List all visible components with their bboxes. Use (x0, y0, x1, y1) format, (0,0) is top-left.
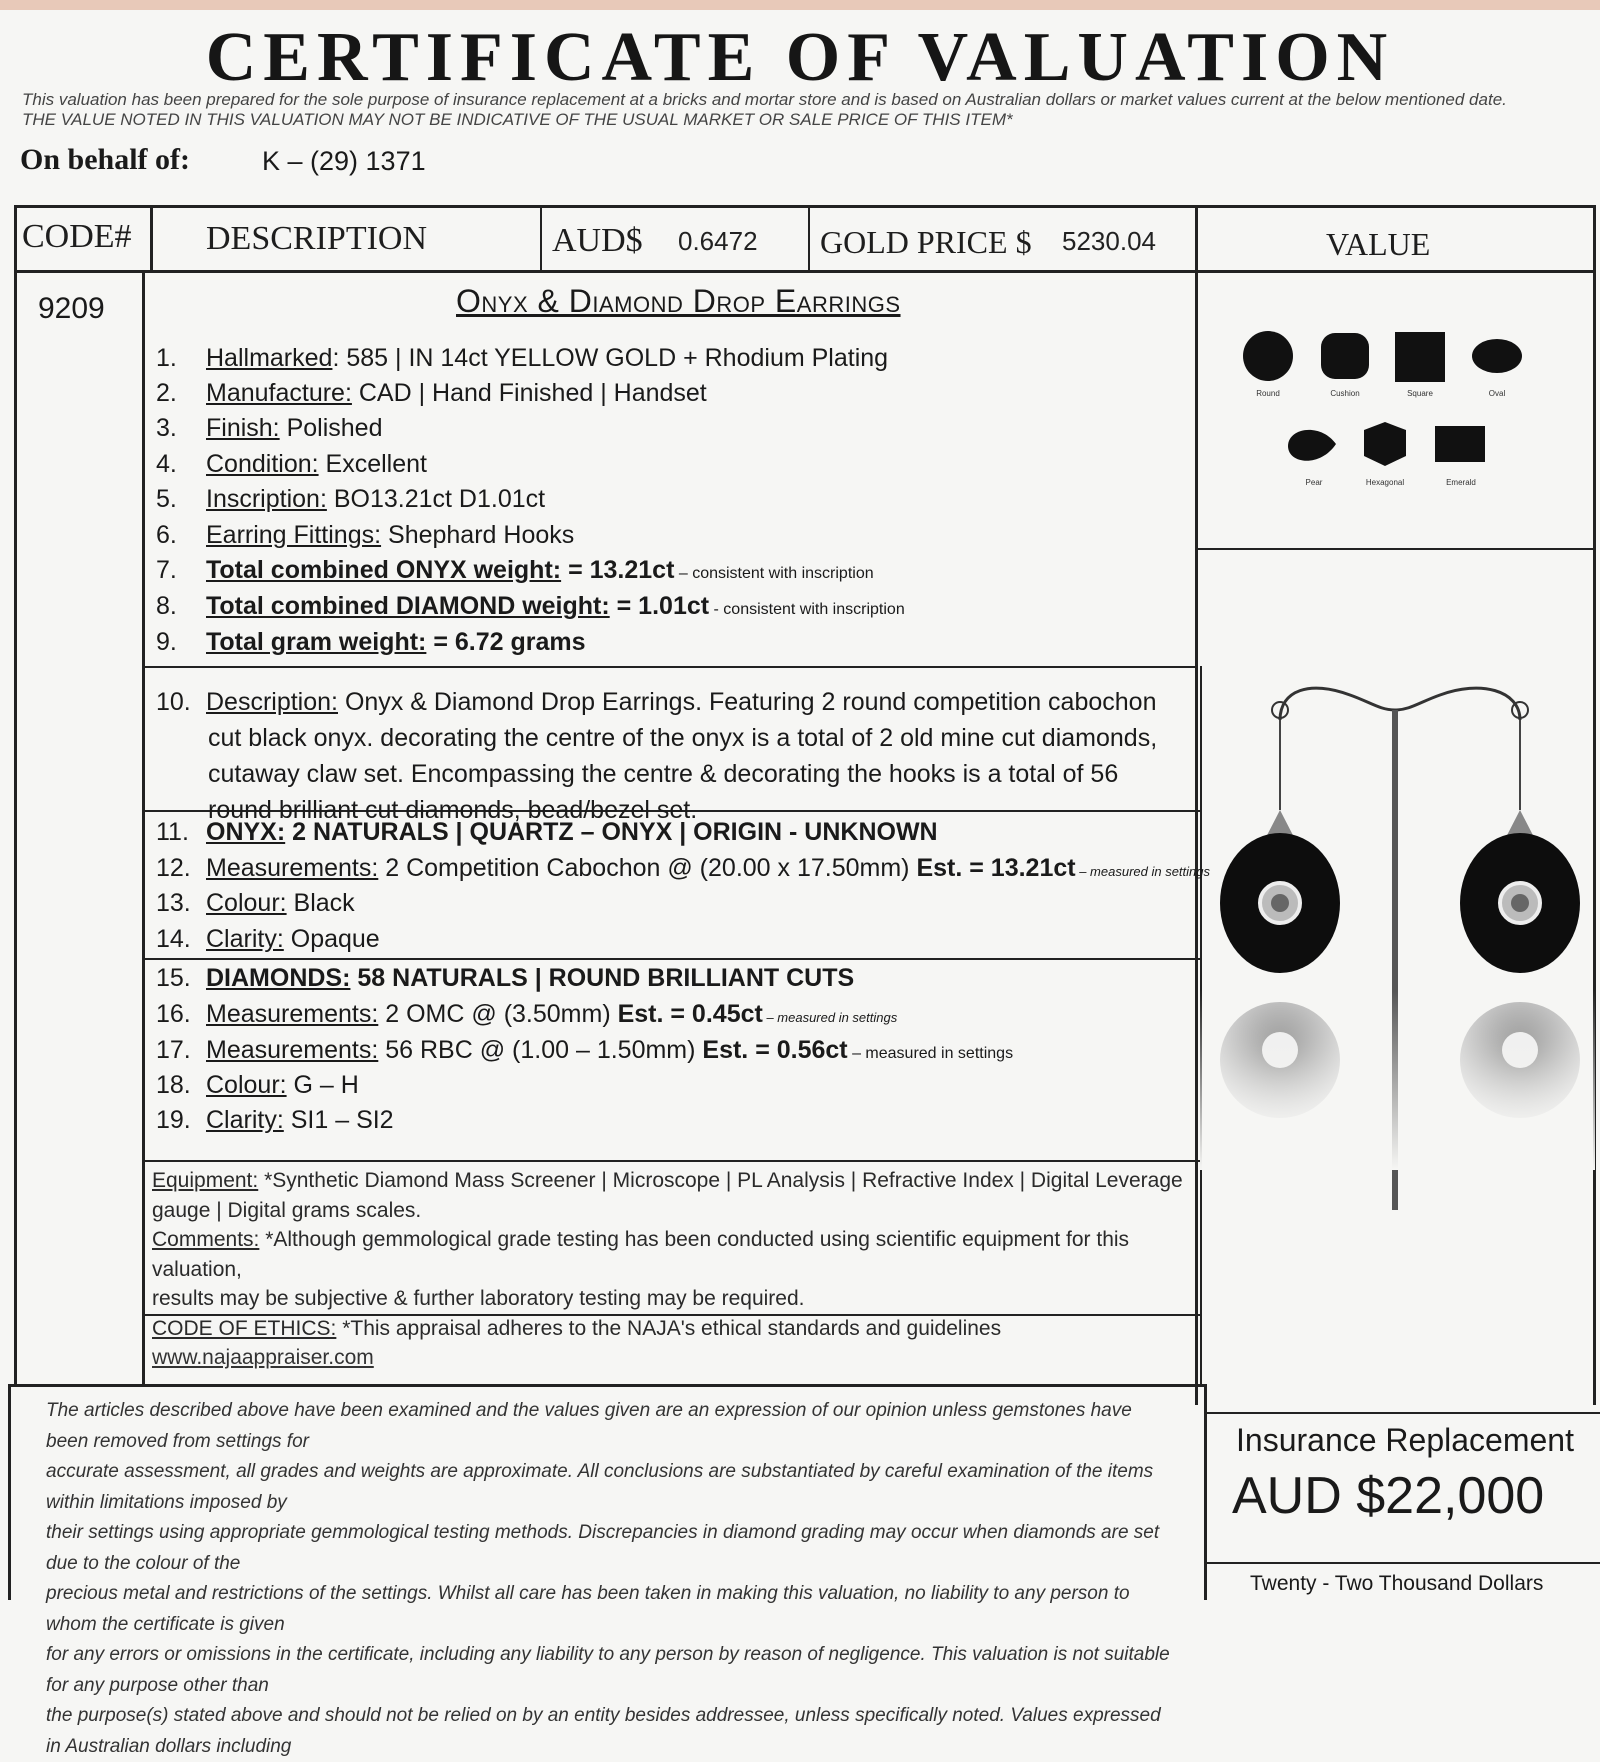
code-column-divider-lower (142, 270, 145, 1385)
shape-label-pear: Pear (1305, 478, 1323, 487)
disclaimer (22, 90, 1582, 130)
header-bottom-border (14, 270, 1596, 273)
section-divider-3 (145, 958, 1202, 960)
emerald-shape-icon (1435, 426, 1485, 462)
footer-left-border (8, 1384, 11, 1600)
notes-block (152, 1166, 1202, 1373)
comments-line: Comments: *Although gemmological grade testing has been conducted using scientific equipment for this valuation, (152, 1228, 1130, 1281)
on-behalf-value: K – (29) 1371 (262, 146, 426, 176)
description-block: 10. Description: Onyx & Diamond Drop Earrings. Featuring 2 round competition cabochon cut black onyx. decorating the centre of the onyx is a total of 2 old mine cut diamonds, cutaway claw set. Encompassing the centre & decorating the hooks is a total of 56 round brilliant cut diamonds, bead/bezel set. (156, 688, 1158, 824)
footer-top-border (8, 1384, 1206, 1387)
square-shape-icon (1395, 332, 1445, 382)
list-item: 3. Finish: Polished (156, 414, 383, 442)
pear-shape-icon (1288, 430, 1336, 461)
on-behalf-label: On behalf of: (20, 143, 191, 176)
header-aud-label: AUD$ (552, 222, 643, 259)
insurance-value: AUD $22,000 (1232, 1467, 1545, 1525)
oval-shape-icon (1472, 339, 1522, 373)
table-top-border (14, 205, 1596, 208)
round-shape-icon (1243, 331, 1293, 381)
earrings-photo (1200, 560, 1595, 1380)
list-item: 2. Manufacture: CAD | Hand Finished | Handset (156, 379, 707, 407)
list-item: 1. Hallmarked: 585 | IN 14ct YELLOW GOLD + Rhodium Plating (156, 344, 889, 372)
disclaimer-line-2: THE VALUE NOTED IN THIS VALUATION MAY NOT BE INDICATIVE OF THE USUAL MARKET OR SALE PRICE OF THIS ITEM* (22, 110, 1013, 129)
shape-label-hexagonal: Hexagonal (1365, 478, 1405, 487)
section-divider-4 (145, 1160, 1202, 1162)
list-item: 14. Clarity: Opaque (156, 925, 380, 953)
list-item: 16. Measurements: 2 OMC @ (3.50mm) Est. = 0.45ct – measured in settings (156, 1000, 898, 1028)
item-code: 9209 (38, 292, 105, 325)
gem-shapes-chart (1200, 320, 1595, 500)
disclaimer-line-1: This valuation has been prepared for the sole purpose of insurance replacement at a bricks and mortar store and is based on Australian dollars or market values current at the below mentioned date. (22, 90, 1507, 109)
naja-link[interactable]: www.najaappraiser.com (152, 1346, 374, 1369)
comments-line-2: results may be subjective & further laboratory testing may be required. (152, 1287, 805, 1310)
section-divider-1 (145, 666, 1198, 668)
header-description: DESCRIPTION (206, 220, 428, 257)
insurance-divider (1207, 1562, 1600, 1564)
list-item: 6. Earring Fittings: Shephard Hooks (156, 521, 575, 549)
shape-label-cushion: Cushion (1330, 389, 1360, 398)
list-item: 19. Clarity: SI1 – SI2 (156, 1106, 394, 1134)
header-gold-label: GOLD PRICE $ (820, 224, 1032, 260)
shapes-bottom-border (1197, 548, 1595, 550)
equipment-line-2: gauge | Digital grams scales. (152, 1198, 422, 1222)
list-item: 11. ONYX: 2 NATURALS | QUARTZ – ONYX | ORIGIN - UNKNOWN (156, 818, 938, 846)
header-code: CODE# (22, 218, 132, 255)
top-edge (0, 0, 1600, 10)
list-item: 9. Total gram weight: = 6.72 grams (156, 628, 586, 656)
footer-right-border (1204, 1384, 1207, 1600)
list-item: 7. Total combined ONYX weight: = 13.21ct – consistent with inscription (156, 556, 874, 584)
table-left-border (14, 205, 17, 1385)
list-item: 15. DIAMONDS: 58 NATURALS | ROUND BRILLIANT CUTS (156, 964, 855, 992)
list-item: 4. Condition: Excellent (156, 450, 427, 478)
header-gold-value: 5230.04 (1062, 226, 1156, 256)
shape-label-emerald: Emerald (1446, 478, 1476, 487)
list-item: 12. Measurements: 2 Competition Cabochon @ (20.00 x 17.50mm) Est. = 13.21ct – measured in settings (156, 854, 1210, 882)
product-title: Onyx & Diamond Drop Earrings (456, 283, 901, 319)
hexagonal-shape-icon (1364, 422, 1406, 466)
aud-divider (540, 205, 542, 270)
code-column-divider (150, 205, 153, 270)
cushion-shape-icon (1321, 333, 1369, 379)
list-item: 17. Measurements: 56 RBC @ (1.00 – 1.50mm) Est. = 0.56ct – measured in settings (156, 1036, 1014, 1064)
insurance-value-words: Twenty - Two Thousand Dollars (1250, 1572, 1544, 1595)
shape-label-round: Round (1256, 389, 1280, 398)
equipment-line: Equipment: *Synthetic Diamond Mass Screener | Microscope | PL Analysis | Refractive Index | Digital Leverage (152, 1169, 1183, 1192)
list-item: 8. Total combined DIAMOND weight: = 1.01ct - consistent with inscription (156, 592, 905, 620)
header-value: VALUE (1326, 226, 1431, 262)
shape-label-square: Square (1407, 389, 1433, 398)
certificate-title: CERTIFICATE OF VALUATION (205, 19, 1395, 96)
list-item: 18. Colour: G – H (156, 1071, 359, 1099)
header-aud-value: 0.6472 (678, 226, 758, 256)
ethics-line: CODE OF ETHICS: *This appraisal adheres to the NAJA's ethical standards and guidelines www.najaappraiser.com (152, 1316, 1002, 1369)
list-item: 13. Colour: Black (156, 889, 355, 917)
insurance-label: Insurance Replacement (1236, 1422, 1574, 1458)
insurance-top-border (1207, 1412, 1600, 1414)
footer-disclaimer: The articles described above have been examined and the values given are an expression of our opinion unless gemstones have been removed from settings for accurate assessment, all grades and weights are approximate. All conclusions are substantiated by careful examination of the items within limitations imposed by their settings using appropriate gemmological testing methods. Discrepancies in diamond grading may occur when diamonds are set due to the colour of the precious metal and restrictions of the settings. Whilst all care has been taken in making this valuation, no liability to any person to whom the certificate is given for any errors or omissions in the certificate, including any liability to any person by reason of negligence. This valuation is not suitable for any purpose other than the purpose(s) stated above and should not be relied on by an entity besides addressee, unless specifically noted. Values expressed in Australian dollars including (46, 1400, 1170, 1757)
gold-divider (808, 205, 810, 270)
list-item: 5. Inscription: BO13.21ct D1.01ct (156, 485, 546, 513)
shape-label-oval: Oval (1488, 389, 1506, 398)
